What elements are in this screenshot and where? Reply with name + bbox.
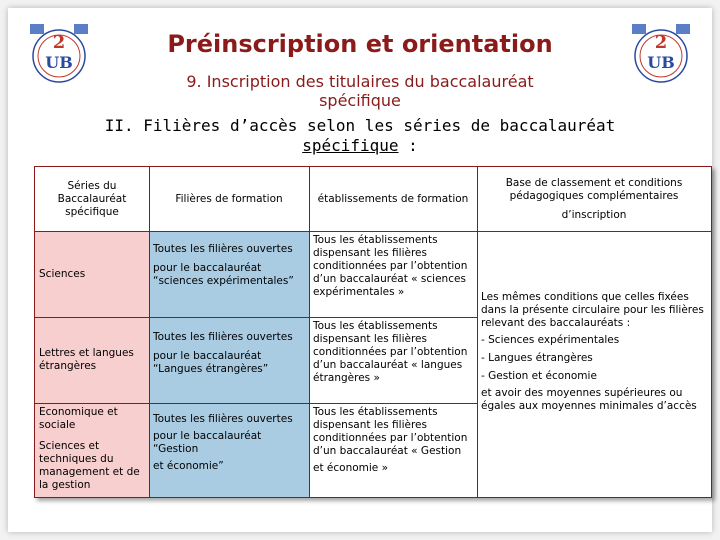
series-economique: Economique et sociale <box>39 406 118 431</box>
filieres-line-a: Toutes les filières ouvertes <box>153 331 293 343</box>
row-lettres-series: Lettres et langues étrangères <box>35 317 149 403</box>
header-etablissements: établissements de formation <box>309 167 477 231</box>
row-divider <box>35 403 477 404</box>
row-lettres-etablissements: Tous les établissements dispensant les filières conditionnées par l’obtention d’un baccalauréat « langues étrangères » <box>313 320 468 384</box>
column-divider <box>477 167 478 497</box>
header-base <box>477 167 711 231</box>
header-series: Séries du Baccalauréat spécifique <box>35 167 149 231</box>
page-title: Préinscription et orientation <box>167 30 553 58</box>
column-divider <box>149 167 150 497</box>
row-sciences-filieres <box>149 231 309 317</box>
row-divider <box>35 317 477 318</box>
svg-text:UB: UB <box>647 53 675 72</box>
subtitle-line-2: spécifique <box>319 91 401 110</box>
section-heading-line-2: spécifique <box>302 136 399 155</box>
etablissements-line-b: et économie » <box>313 462 389 474</box>
series-stmg: Sciences et techniques du management et de la gestion <box>39 440 140 491</box>
header-filieres: Filières de formation <box>149 167 309 231</box>
conditions-item-1: - Sciences expérimentales <box>481 334 620 346</box>
conditions-intro: Les mêmes conditions que celles fixées dans la présente circulaire pour les filières relevant des baccalauréats : <box>481 291 704 329</box>
row-sciences-etablissements: Tous les établissements dispensant les filières conditionnées par l’obtention d’un baccalauréat « sciences expérimentales » <box>313 234 468 298</box>
row-economie-filieres <box>149 403 309 497</box>
conditions-item-3: - Gestion et économie <box>481 370 597 382</box>
row-sciences-series: Sciences <box>35 231 149 317</box>
svg-text:2: 2 <box>654 32 668 53</box>
section-heading-suffix: : <box>398 136 418 155</box>
etablissements-line-a: Tous les établissements dispensant les filières conditionnées par l’obtention d’un baccalauréat « Gestion <box>313 406 468 457</box>
row-economie-etablissements <box>309 403 477 497</box>
row-lettres-filieres <box>149 317 309 403</box>
filieres-line-b: pour le baccalauréat “Gestion <box>153 430 262 455</box>
conditions-cell <box>477 231 711 497</box>
row-divider <box>35 231 711 232</box>
header-base-text: Base de classement et conditions pédagogiques complémentaires <box>505 176 683 202</box>
svg-text:2: 2 <box>52 32 66 53</box>
filieres-line-c: et économie” <box>153 460 224 472</box>
conditions-outro: et avoir des moyennes supérieures ou égales aux moyennes minimales d’accès <box>481 387 697 412</box>
subtitle <box>0 72 720 110</box>
filieres-line-b: pour le baccalauréat “sciences expérimentales” <box>153 262 294 287</box>
section-heading-line-1: II. Filières d’accès selon les séries de baccalauréat <box>104 116 616 135</box>
section-heading <box>0 116 720 156</box>
header-base-suffix: d’inscription <box>561 208 627 221</box>
svg-text:UB: UB <box>45 53 73 72</box>
conditions-item-2: - Langues étrangères <box>481 352 593 364</box>
column-divider <box>309 167 310 497</box>
access-table <box>34 166 712 498</box>
row-economie-series <box>35 403 149 497</box>
filieres-line-a: Toutes les filières ouvertes <box>153 413 293 425</box>
section-heading-line-2-wrap <box>0 136 720 156</box>
filieres-line-a: Toutes les filières ouvertes <box>153 243 293 255</box>
subtitle-line-1: 9. Inscription des titulaires du baccalauréat <box>186 72 534 91</box>
filieres-line-b: pour le baccalauréat “Langues étrangères” <box>153 350 269 375</box>
